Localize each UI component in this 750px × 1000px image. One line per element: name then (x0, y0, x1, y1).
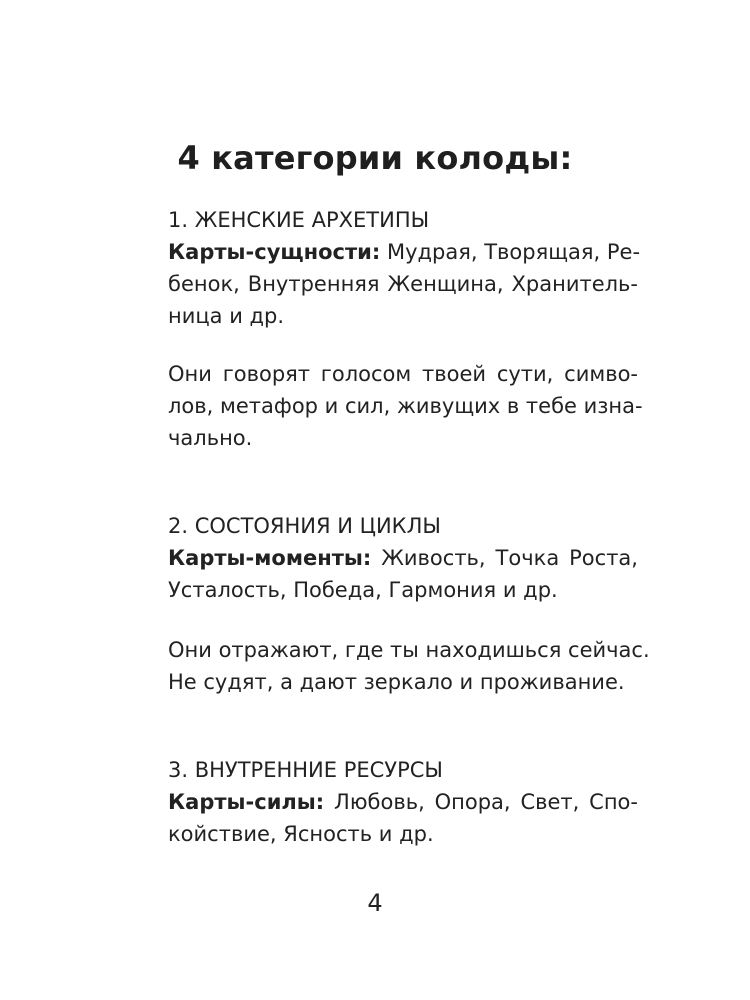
page-title: 4 категории колоды: (177, 139, 573, 177)
cards-line (168, 542, 638, 574)
description-line: Они говорят голосом твоей сути, симво- (168, 362, 638, 386)
section-heading: 1. ЖЕНСКИЕ АРХЕТИПЫ (168, 208, 430, 232)
page-number: 4 (367, 889, 383, 917)
cards-text: Любовь, Опора, Свет, Спо- (334, 790, 638, 814)
cards-line: Усталость, Победа, Гармония и др. (168, 578, 558, 602)
section-heading: 2. СОСТОЯНИЯ И ЦИКЛЫ (168, 514, 441, 538)
section-heading: 3. ВНУТРЕННИЕ РЕСУРСЫ (168, 758, 443, 782)
cards-text: Мудрая, Творящая, Ре- (386, 240, 641, 264)
cards-line: бенок, Внутренняя Женщина, Хранитель- (168, 272, 638, 296)
cards-line (168, 786, 638, 818)
description-line: чально. (168, 426, 253, 450)
cards-line: ница и др. (168, 304, 285, 328)
cards-text: Живость, Точка Роста, (381, 546, 638, 570)
description-line: Не судят, а дают зеркало и проживание. (168, 670, 625, 694)
cards-label: Карты-моменты: (168, 546, 372, 570)
description-line: Они отражают, где ты находишься сейчас. (168, 638, 650, 662)
cards-line: койствие, Ясность и др. (168, 822, 434, 846)
cards-line (168, 236, 641, 268)
description-line: лов, метафор и сил, живущих в тебе изна- (168, 394, 643, 418)
cards-label: Карты-сущности: (168, 240, 381, 264)
cards-label: Карты-силы: (168, 790, 325, 814)
